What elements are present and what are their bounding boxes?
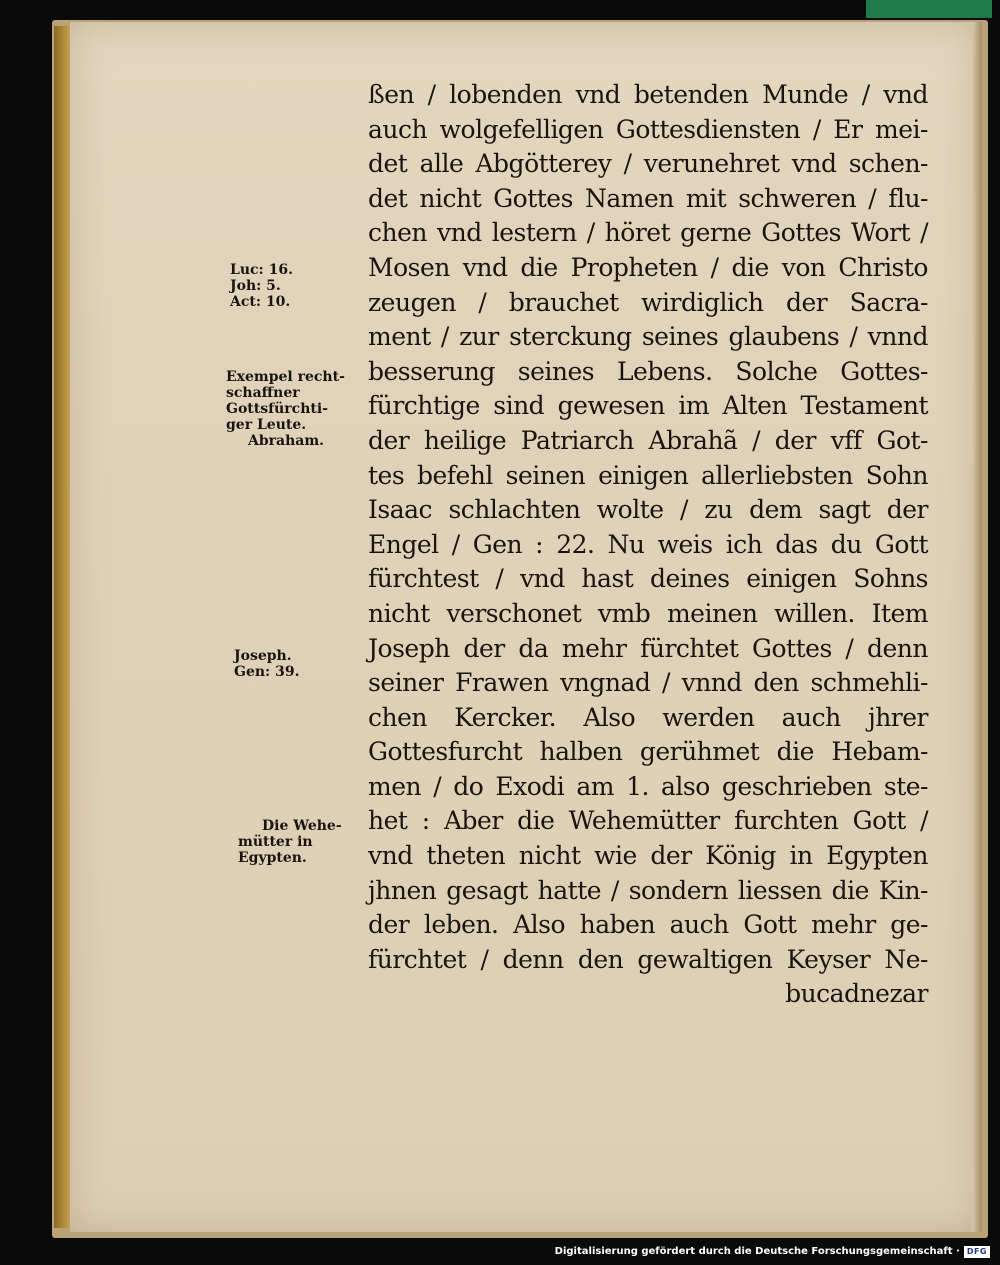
margin-note-midwives — [238, 818, 342, 866]
margin-note-line: mütter in — [238, 834, 313, 850]
text-line: Mosen vnd die Propheten / die von Christo — [368, 252, 928, 282]
text-line: seiner Frawen vngnad / vnnd den schmehli- — [368, 668, 928, 698]
margin-note-line: Egypten. — [238, 850, 307, 866]
text-line: Isaac schlachten wolte / zu dem sagt der — [368, 495, 928, 525]
margin-note-line: Die Wehe- — [262, 818, 342, 834]
margin-note-line: Exempel recht- — [226, 369, 345, 385]
text-line: det alle Abgötterey / verunehret vnd schen- — [368, 149, 928, 179]
margin-note-line: Abraham. — [248, 433, 325, 449]
margin-note-scripture-refs — [230, 262, 293, 310]
text-line: zeugen / brauchet wirdiglich der Sacra- — [368, 287, 928, 317]
green-bookmark-tab — [866, 0, 992, 18]
text-line-catchword: bucadnezar — [785, 979, 928, 1009]
dfg-logo: DFG — [964, 1246, 990, 1258]
margin-note-line: ger Leute. — [226, 417, 307, 433]
margin-note-line: schaffner — [226, 385, 300, 401]
text-line: chen vnd lestern / höret gerne Gottes Wort / — [368, 218, 928, 248]
margin-note-line: Luc: 16. — [230, 262, 293, 278]
margin-note-line: Joseph. — [234, 648, 292, 664]
text-line: besserung seines Lebens. Solche Gottes- — [368, 356, 928, 386]
page-edge-right — [972, 22, 982, 1232]
text-line: vnd theten nicht wie der König in Egypten — [368, 841, 928, 871]
text-line: der leben. Also haben auch Gott mehr ge- — [368, 910, 928, 940]
text-line: Gottesfurcht halben gerühmet die Hebam- — [368, 737, 928, 767]
text-line: men / do Exodi am 1. also geschrieben ste- — [368, 771, 928, 801]
text-line: Joseph der da mehr fürchtet Gottes / denn — [368, 633, 928, 663]
funding-credit-text: Digitalisierung gefördert durch die Deutsche Forschungsgemeinschaft · — [554, 1246, 960, 1257]
text-line: nicht verschonet vmb meinen willen. Item — [368, 598, 928, 628]
text-line: ment / zur sterckung seines glaubens / vnnd — [368, 322, 928, 352]
text-line: fürchtest / vnd hast deines einigen Sohns — [368, 564, 928, 594]
text-line: chen Kercker. Also werden auch jhrer — [368, 702, 928, 732]
text-line: het : Aber die Wehemütter furchten Gott / — [368, 806, 928, 836]
text-line: det nicht Gottes Namen mit schweren / flu- — [368, 183, 928, 213]
margin-note-line: Gen: 39. — [234, 664, 300, 680]
text-line: auch wolgefelligen Gottesdiensten / Er mei- — [368, 114, 928, 144]
body-text — [368, 78, 928, 1012]
margin-note-line: Joh: 5. — [230, 278, 281, 294]
text-line: jhnen gesagt hatte / sondern liessen die Kin- — [368, 875, 928, 905]
text-line: fürchtige sind gewesen im Alten Testament — [368, 391, 928, 421]
margin-note-example — [226, 368, 345, 448]
text-line: der heilige Patriarch Abrahã / der vff Got- — [368, 425, 928, 455]
margin-note-line: Act: 10. — [230, 294, 291, 310]
text-line: Engel / Gen : 22. Nu weis ich das du Gott — [368, 529, 928, 559]
margin-note-joseph — [234, 648, 299, 680]
text-line: tes befehl seinen einigen allerliebsten Sohn — [368, 460, 928, 490]
text-line: fürchtet / denn den gewaltigen Keyser Ne- — [368, 944, 928, 974]
funding-credit — [555, 1243, 990, 1261]
text-line: ßen / lobenden vnd betenden Munde / vnd — [368, 80, 928, 109]
margin-note-line: Gottsfürchti- — [226, 401, 328, 417]
